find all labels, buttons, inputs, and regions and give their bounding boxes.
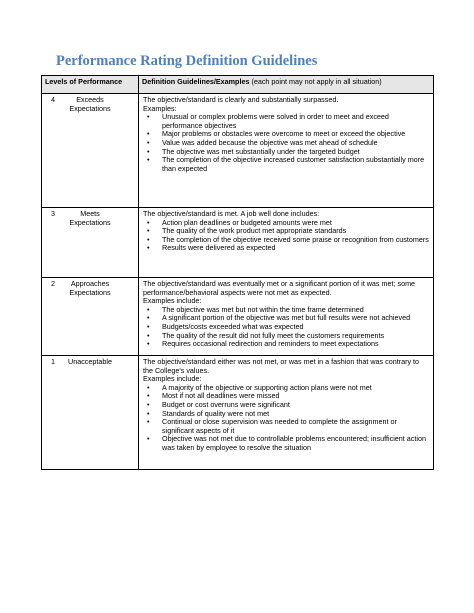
list-item-text: The objective was met substantially under the targeted budget <box>162 146 360 156</box>
definition-intro: Examples include: <box>143 296 202 306</box>
definition-cell <box>139 356 434 470</box>
table-row <box>42 94 434 208</box>
list-item-text: Continual or close supervision was needed to complete the assignment or significant aspects of it <box>162 417 397 435</box>
list-item-text: The completion of the objective received some praise or recognition from customers <box>162 234 429 244</box>
bullet-icon: • <box>147 382 150 392</box>
list-item <box>143 418 429 435</box>
bullet-icon: • <box>147 243 150 253</box>
list-item-text: Budget or cost overruns were significant <box>162 399 290 409</box>
list-item-text: Standards of quality were not met <box>162 408 270 418</box>
bullet-icon: • <box>147 339 150 349</box>
list-item-text: Most if not all deadlines were missed <box>162 391 280 401</box>
bullet-icon: • <box>147 226 150 236</box>
list-item <box>143 435 429 452</box>
list-item-text: Major problems or obstacles were overcome to meet or exceed the objective <box>162 129 406 139</box>
definition-cell <box>139 94 434 208</box>
list-item-text: The quality of the work product met appropriate standards <box>162 226 347 236</box>
bullet-icon: • <box>147 112 150 122</box>
list-item <box>143 244 429 253</box>
list-item-text: Action plan deadlines or budgeted amounts were met <box>162 217 332 227</box>
examples-list <box>143 219 429 253</box>
list-item <box>143 156 429 173</box>
list-item <box>143 340 429 349</box>
list-item-text: The quality of the result did not fully meet the customers requirements <box>162 330 385 340</box>
header-levels <box>42 76 139 94</box>
list-item-text: A significant portion of the objective was met but full results were not achieved <box>162 313 411 323</box>
level-name: Exceeds Expectations <box>69 95 111 113</box>
bullet-icon: • <box>147 234 150 244</box>
definition-intro: The objective/standard either was not met, or was met in a fashion that was contrary to the College's values. <box>143 357 420 375</box>
list-item-text: The completion of the objective increased customer satisfaction substantially more than expected <box>162 155 425 173</box>
bullet-icon: • <box>147 137 150 147</box>
bullet-icon: • <box>147 155 150 165</box>
bullet-icon: • <box>147 313 150 323</box>
level-number: 3 <box>51 209 55 218</box>
bullet-icon: • <box>147 217 150 227</box>
bullet-icon: • <box>147 321 150 331</box>
list-item-text: Results were delivered as expected <box>162 243 276 253</box>
bullet-icon: • <box>147 408 150 418</box>
table-row <box>42 356 434 470</box>
list-item-text: Budgets/costs exceeded what was expected <box>162 321 304 331</box>
list-item-text: Unusual or complex problems were solved in order to meet and exceed performance objectives <box>162 112 389 130</box>
list-item-text: Value was added because the objective was met ahead of schedule <box>162 137 378 147</box>
header-definitions <box>139 76 434 94</box>
list-item <box>143 113 429 130</box>
definition-cell <box>139 208 434 278</box>
list-item-text: Requires occasional redirection and reminders to meet expectations <box>162 339 379 349</box>
bullet-icon: • <box>147 129 150 139</box>
level-name: Unacceptable <box>68 357 112 366</box>
definition-intro: Examples: <box>143 103 177 113</box>
level-cell <box>42 208 139 278</box>
level-number: 4 <box>51 95 55 104</box>
bullet-icon: • <box>147 434 150 444</box>
definition-cell <box>139 278 434 356</box>
table-row <box>42 208 434 278</box>
level-cell <box>42 356 139 470</box>
level-number: 1 <box>51 357 55 366</box>
header-definitions-label: Definition Guidelines/Examples <box>142 77 250 86</box>
table-row <box>42 278 434 356</box>
level-name: Approaches Expectations <box>69 279 111 297</box>
definition-intro: The objective/standard is clearly and substantially surpassed. <box>143 95 339 104</box>
bullet-icon: • <box>147 399 150 409</box>
list-item-text: A majority of the objective or supporting action plans were not met <box>162 382 372 392</box>
page-title: Performance Rating Definition Guidelines <box>56 53 318 69</box>
list-item-text: The objective was met but not within the time frame determined <box>162 304 364 314</box>
bullet-icon: • <box>147 304 150 314</box>
examples-list <box>143 384 429 453</box>
definition-intro: The objective/standard is met. A job well done includes: <box>143 209 320 218</box>
header-levels-label: Levels of Performance <box>45 77 123 86</box>
definition-intro: Examples include: <box>143 374 202 384</box>
table-header-row <box>42 76 434 94</box>
list-item-text: Objective was not met due to controllable problems encountered; insufficient action was taken by employee to resolve the situation <box>162 434 426 452</box>
level-name: Meets Expectations <box>69 209 111 227</box>
examples-list <box>143 306 429 349</box>
level-cell <box>42 278 139 356</box>
level-number: 2 <box>51 279 55 288</box>
bullet-icon: • <box>147 391 150 401</box>
rating-guidelines-table <box>41 75 434 470</box>
examples-list <box>143 113 429 173</box>
definition-intro: The objective/standard was eventually met or a significant portion of it was met; some performance/behavioral aspects were not met as expected. <box>143 279 416 297</box>
bullet-icon: • <box>147 146 150 156</box>
bullet-icon: • <box>147 417 150 427</box>
header-definitions-note: (each point may not apply in all situation) <box>251 77 382 86</box>
level-cell <box>42 94 139 208</box>
bullet-icon: • <box>147 330 150 340</box>
